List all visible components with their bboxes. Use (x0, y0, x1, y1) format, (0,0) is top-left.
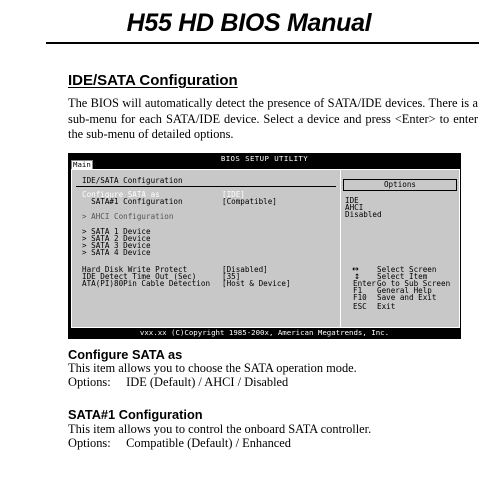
bios-help-panel (340, 169, 460, 328)
item-sata2-device[interactable]: > SATA 2 Device (82, 234, 151, 243)
item-sata1-config-value[interactable]: [Compatible] (222, 197, 277, 206)
bios-title: BIOS SETUP UTILITY (220, 154, 309, 163)
item-write-protect-value[interactable]: [Disabled] (222, 265, 268, 274)
item-sata3-device[interactable]: > SATA 3 Device (82, 241, 151, 250)
key-f1: F1 (353, 286, 363, 295)
key-select-item: Select Item (377, 272, 428, 281)
item-sata1-config-label[interactable]: SATA#1 Configuration (82, 197, 183, 206)
option-ahci: AHCI (345, 203, 364, 212)
sata1-heading: SATA#1 Configuration (68, 407, 203, 422)
left-right-arrows-icon: ↔ (352, 262, 359, 275)
option-ide: IDE (345, 196, 359, 205)
options-heading: Options (343, 179, 457, 191)
key-enter: Enter (353, 279, 376, 288)
item-cable-detect-label[interactable]: ATA(PI)80Pin Cable Detection (82, 279, 211, 288)
up-down-arrows-icon: ↕ (354, 271, 361, 282)
key-general-help: General Help (377, 286, 432, 295)
sata1-desc: This item allows you to control the onboard SATA controller. (68, 422, 372, 436)
bios-copyright: vxx.xx (C)Copyright 1985-200x, American Megatrends, Inc. (139, 328, 390, 337)
key-select-screen: Select Screen (377, 265, 437, 274)
key-esc: ESC (353, 302, 367, 311)
item-configure-sata-label[interactable]: Configure SATA as (82, 190, 160, 199)
sata1-options: Options: Compatible (Default) / Enhanced (68, 436, 291, 450)
manual-title: H55 HD BIOS Manual (126, 9, 372, 37)
item-detect-timeout-label[interactable]: IDE Detect Time Out (Sec) (82, 272, 197, 281)
item-configure-sata-value[interactable]: [IDE] (222, 190, 245, 199)
item-ahci-config[interactable]: > AHCI Configuration (82, 212, 174, 221)
bios-main-panel (71, 169, 341, 328)
key-f10: F10 (353, 293, 367, 302)
section-heading: IDE/SATA Configuration (68, 72, 238, 89)
configure-sata-desc: This item allows you to choose the SATA operation mode. (68, 361, 357, 375)
title-divider (46, 42, 479, 44)
panel-heading-rule (76, 186, 336, 187)
item-write-protect-label[interactable]: Hard Disk Write Protect (82, 265, 188, 274)
item-detect-timeout-value[interactable]: [35] (222, 272, 241, 281)
item-sata4-device[interactable]: > SATA 4 Device (82, 248, 151, 257)
item-sata1-device[interactable]: > SATA 1 Device (82, 227, 151, 236)
key-save-and-exit: Save and Exit (377, 293, 437, 302)
configure-sata-heading: Configure SATA as (68, 347, 183, 362)
intro-paragraph: The BIOS will automatically detect the presence of SATA/IDE devices. There is a sub-menu for each SATA/IDE device. Select a device and press <Enter> to enter the sub-menu of detailed options. (68, 96, 478, 142)
item-cable-detect-value[interactable]: [Host & Device] (222, 279, 291, 288)
bios-screenshot (68, 153, 461, 339)
key-exit: Exit (377, 302, 396, 311)
option-disabled: Disabled (345, 210, 382, 219)
bios-tab-main[interactable]: Main (73, 160, 91, 169)
configure-sata-options: Options: IDE (Default) / AHCI / Disabled (68, 375, 289, 389)
key-go-to-sub-screen: Go to Sub Screen (377, 279, 451, 288)
panel-heading: IDE/SATA Configuration (82, 176, 183, 185)
